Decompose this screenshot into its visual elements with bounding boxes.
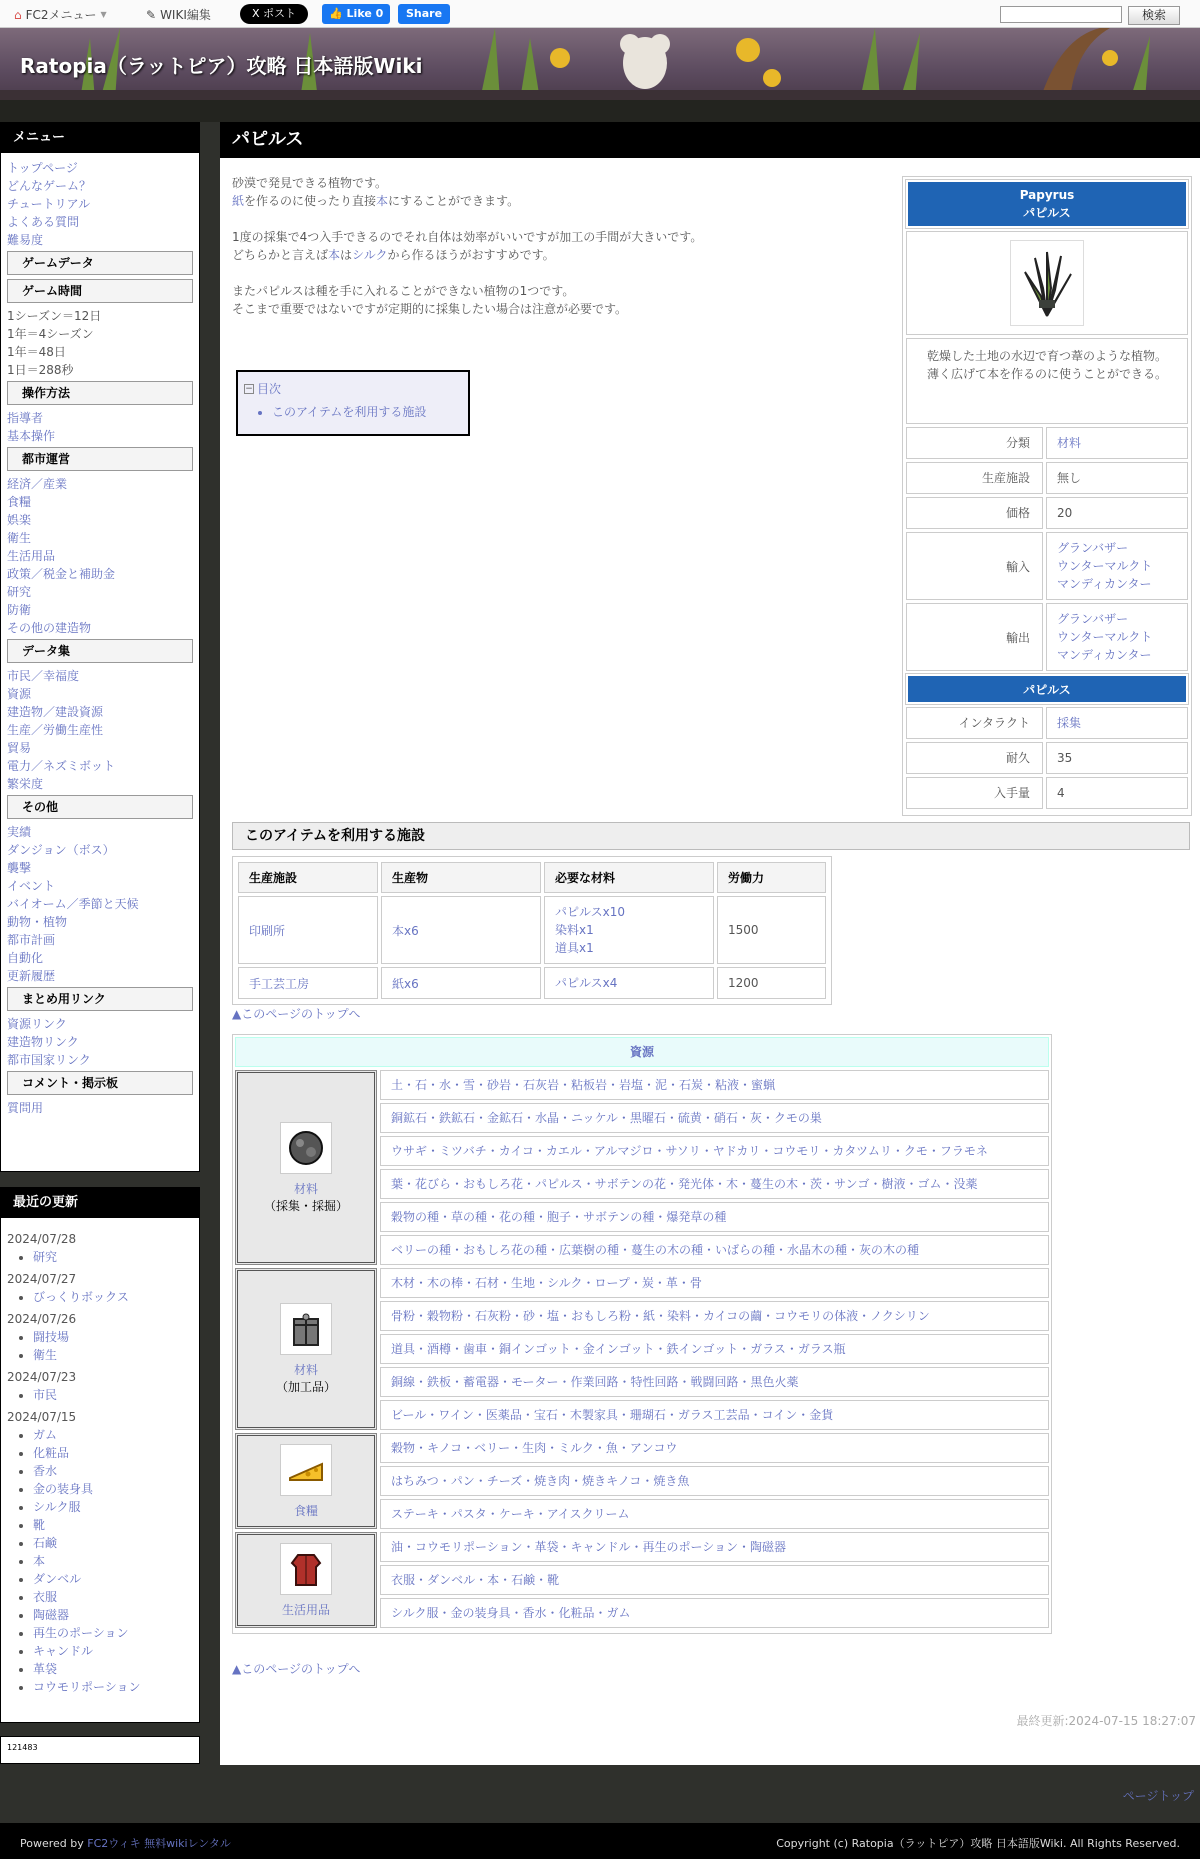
menu-link[interactable]: 襲撃 <box>7 861 32 875</box>
infobox-row <box>906 427 1188 459</box>
intro-line <box>232 264 892 282</box>
menu-link[interactable]: 建造物リンク <box>7 1035 79 1049</box>
menu-link[interactable]: 娯楽 <box>7 513 32 527</box>
resource-row <box>380 1433 1049 1463</box>
resource-items[interactable]: 木材・木の棒・石材・生地・シルク・ロープ・炭・革・骨 <box>391 1276 702 1290</box>
category-link[interactable]: 生活用品 <box>281 1602 330 1617</box>
infobox-key: 輸入 <box>906 532 1043 600</box>
resource-row <box>380 1367 1049 1397</box>
banner-border <box>0 90 1200 100</box>
menu-link[interactable]: 研究 <box>7 585 32 599</box>
update-item <box>33 1288 193 1306</box>
infobox-row <box>906 742 1188 774</box>
menu-link[interactable]: 食糧 <box>7 495 32 509</box>
update-item <box>33 1624 193 1642</box>
update-item <box>33 1642 193 1660</box>
resource-row <box>380 1598 1049 1628</box>
update-date: 2024/07/26 <box>7 1312 77 1326</box>
infobox-row <box>906 707 1188 739</box>
menu-link[interactable]: トップページ <box>7 161 78 175</box>
page-top-link[interactable]: ページトップ <box>1122 1789 1194 1803</box>
menu-link[interactable]: 政策／税金と補助金 <box>7 567 116 581</box>
menu-link[interactable]: よくある質問 <box>7 215 80 229</box>
facilities-row <box>238 967 826 999</box>
facility-link[interactable]: 手工芸工房 <box>249 976 310 991</box>
update-item <box>33 1588 193 1606</box>
resource-row <box>380 1268 1049 1298</box>
resource-row <box>380 1499 1049 1529</box>
copyright: Copyright (c) Ratopia（ラットピア）攻略 日本語版Wiki. All Rights Reserved. <box>776 1837 1180 1850</box>
toc-item <box>272 403 462 420</box>
update-list <box>7 1288 193 1306</box>
resource-category <box>235 1532 377 1628</box>
facilities-header: 生産施設 <box>238 862 378 893</box>
category-link[interactable]: 食糧 <box>293 1503 318 1518</box>
intro-line <box>232 192 892 210</box>
counter-value: 121483 <box>7 1743 38 1752</box>
recent-updates-title: 最近の更新 <box>1 1188 199 1218</box>
infobox-value-item: 35 <box>1057 751 1073 765</box>
infobox-key: 輸出 <box>906 603 1043 671</box>
infobox-value-item[interactable]: マンディカンター <box>1057 648 1152 662</box>
menu-link[interactable]: 繁栄度 <box>7 777 44 791</box>
infobox-value <box>1046 532 1188 600</box>
menu-link[interactable]: 自動化 <box>7 951 44 965</box>
update-item <box>33 1426 193 1444</box>
update-item <box>33 1534 193 1552</box>
toc-link[interactable]: このアイテムを利用する施設 <box>272 405 427 419</box>
fb-like-button[interactable] <box>322 4 390 24</box>
menu-section-sec_links: まとめ用リンク <box>7 987 193 1011</box>
infobox-value <box>1046 742 1188 774</box>
papyrus-icon <box>1010 240 1084 326</box>
update-item <box>33 1660 193 1678</box>
update-link[interactable]: • コウモリポーション <box>33 1680 141 1694</box>
search-button[interactable]: 検索 <box>1128 6 1180 25</box>
menu-link[interactable]: イベント <box>7 879 56 893</box>
update-item <box>33 1480 193 1498</box>
collapse-icon[interactable]: − <box>245 383 253 394</box>
resource-items[interactable]: ビール・ワイン・医薬品・宝石・木製家具・珊瑚石・ガラス工芸品・コイン・金貨 <box>391 1408 834 1422</box>
update-item <box>33 1606 193 1624</box>
intro-text-segment: は <box>340 248 353 262</box>
page-title: パピルス <box>220 122 1200 158</box>
menu-section-sec_gamedata: ゲームデータ <box>7 251 193 275</box>
intro-text-segment: そこまで重要ではないですが定期的に採集したい場合は注意が必要です。 <box>232 302 628 316</box>
menu-link[interactable]: 動物・植物 <box>7 915 68 929</box>
inline-link[interactable]: 本 <box>328 248 341 262</box>
infobox-value-item[interactable]: マンディカンター <box>1057 577 1152 591</box>
update-date: 2024/07/28 <box>7 1232 77 1246</box>
resource-category <box>235 1433 377 1529</box>
update-link[interactable]: • 市民 <box>33 1388 58 1402</box>
resource-items[interactable]: シルク服・金の装身具・香水・化粧品・ガム <box>391 1606 631 1620</box>
intro-text-segment: またパピルスは種を手に入れることができない植物の1つです。 <box>232 284 575 298</box>
resource-items[interactable]: 葉・花びら・おもしろ花・パピルス・サボテンの花・発光体・木・蔓生の木・茨・サンゴ・樹液・ゴム・没薬 <box>391 1177 978 1191</box>
update-link[interactable]: • 衣服 <box>33 1590 58 1604</box>
update-link[interactable]: • 本 <box>33 1554 46 1568</box>
resource-row <box>380 1103 1049 1133</box>
resource-items[interactable]: 土・石・水・雪・砂岩・石灰岩・粘板岩・岩塩・泥・石炭・粘液・蜜蝋 <box>391 1078 776 1092</box>
intro-line <box>232 228 892 246</box>
update-item <box>33 1328 193 1346</box>
fc2-wiki-link[interactable]: FC2ウィキ 無料wikiレンタル <box>87 1837 231 1850</box>
menu-link[interactable]: 衛生 <box>7 531 32 545</box>
wiki-edit-link[interactable] <box>146 6 211 23</box>
facility-cell <box>238 896 378 964</box>
main-content <box>220 122 1200 1765</box>
menu-link[interactable]: チュートリアル <box>7 197 91 211</box>
category-sub: （採集・採掘） <box>263 1198 348 1213</box>
infobox-value-item: 4 <box>1057 786 1065 800</box>
menu-link[interactable]: 実績 <box>7 825 32 839</box>
resources-table <box>232 1034 1052 1634</box>
toc-label[interactable]: 目次 <box>257 382 282 396</box>
update-item <box>33 1516 193 1534</box>
intro-line <box>232 282 892 300</box>
infobox-value-item[interactable]: グランバザー <box>1057 612 1129 626</box>
menu-link[interactable]: 経済／産業 <box>7 477 68 491</box>
infobox-key: 耐久 <box>906 742 1043 774</box>
item-infobox <box>902 176 1192 816</box>
update-item <box>33 1678 193 1696</box>
menu-section-sec_other: その他 <box>7 795 193 819</box>
infobox-value-item[interactable]: 材料 <box>1057 436 1082 450</box>
category-link[interactable]: 材料 <box>293 1181 318 1196</box>
resource-row <box>380 1532 1049 1562</box>
infobox-rows2 <box>906 707 1188 809</box>
category-link[interactable]: 材料 <box>293 1363 318 1377</box>
thumbs-up-icon: 👍 <box>329 7 343 20</box>
recent-updates <box>0 1187 200 1723</box>
intro-text-segment: にすることができます。 <box>388 194 520 208</box>
resource-items[interactable]: はちみつ・パン・チーズ・焼き肉・焼きキノコ・焼き魚 <box>391 1474 690 1488</box>
menu-link[interactable]: 生活用品 <box>7 549 56 563</box>
item-image-cell <box>906 231 1188 335</box>
menu-link[interactable]: どんなゲーム？ <box>7 179 92 193</box>
facility-link[interactable]: 印刷所 <box>249 923 286 938</box>
gametime-text: 1年＝4シーズン <box>7 327 94 341</box>
menu-link[interactable]: 指導者 <box>7 411 44 425</box>
menu-link[interactable]: 市民／幸福度 <box>7 669 80 683</box>
menu-section-sec_comment: コメント・掲示板 <box>7 1071 193 1095</box>
resource-items[interactable]: 骨粉・穀物粉・石灰粉・砂・塩・おもしろ粉・紙・染料・カイコの繭・コウモリの体液・ノクシリン <box>391 1309 930 1323</box>
footer <box>0 1823 1200 1859</box>
menu-body <box>1 153 199 1125</box>
menu-link[interactable]: 建造物／建設資源 <box>7 705 104 719</box>
resource-category <box>235 1268 377 1430</box>
intro-text <box>232 174 892 318</box>
infobox-value <box>1046 462 1188 494</box>
materials-cell <box>544 967 714 999</box>
infobox-value <box>1046 603 1188 671</box>
header-band <box>0 100 1200 122</box>
resource-row <box>380 1466 1049 1496</box>
gametime-text: 1年＝48日 <box>7 345 66 359</box>
clothes-icon <box>280 1543 332 1595</box>
update-link[interactable]: • 陶磁器 <box>33 1608 70 1622</box>
item-name-ja: パピルス <box>1023 206 1071 220</box>
infobox-value-item: 無し <box>1057 471 1082 485</box>
resource-row <box>380 1169 1049 1199</box>
resource-row <box>380 1136 1049 1166</box>
update-item <box>33 1570 193 1588</box>
intro-text-segment: 1度の採集で4つ入手できるのでそれ自体は効率がいいですが加工の手間が大きいです。 <box>232 230 703 244</box>
site-title[interactable]: Ratopia（ラットピア）攻略 日本語版Wiki <box>20 54 423 78</box>
update-link[interactable]: • 再生のポーション <box>33 1626 129 1640</box>
infobox-value <box>1046 427 1188 459</box>
infobox-value-item[interactable]: ウンターマルクト <box>1057 559 1153 573</box>
intro-text-segment: どちらかと言えば <box>232 248 329 262</box>
update-list <box>7 1328 193 1364</box>
facilities-heading: このアイテムを利用する施設 <box>232 822 1190 850</box>
fb-like-label: Like 0 <box>346 7 384 20</box>
product-link[interactable]: 紙x6 <box>392 976 419 991</box>
resource-items[interactable]: ベリーの種・おもしろ花の種・広葉樹の種・蔓生の木の種・いばらの種・水晶木の種・灰の木の種 <box>391 1243 920 1257</box>
fb-share-button[interactable]: Share <box>398 4 450 24</box>
chevron-down-icon: ▼ <box>100 10 107 19</box>
menu-link[interactable]: 生産／労働生産性 <box>7 723 104 737</box>
menu-link[interactable]: バイオーム／季節と天候 <box>7 897 139 911</box>
wiki-edit-label: WIKI編集 <box>160 8 211 22</box>
resource-category <box>235 1070 377 1265</box>
search-input[interactable] <box>1000 6 1122 23</box>
inline-link[interactable]: 本 <box>376 194 389 208</box>
fc2-toolbar <box>0 0 1200 28</box>
resource-items[interactable]: ステーキ・パスタ・ケーキ・アイスクリーム <box>391 1507 630 1521</box>
fc2-menu[interactable] <box>14 6 107 23</box>
update-link[interactable]: • キャンドル <box>33 1644 94 1658</box>
update-link[interactable]: • 金の装身具 <box>33 1482 94 1496</box>
facilities-table <box>232 856 832 1005</box>
menu-section-sec_gametime: ゲーム時間 <box>7 279 193 303</box>
product-link[interactable]: 本x6 <box>392 923 419 938</box>
facilities-header: 労働力 <box>717 862 826 893</box>
facilities-row <box>238 896 826 964</box>
update-link[interactable]: • 革袋 <box>33 1662 58 1676</box>
labor-cell: 1200 <box>717 967 826 999</box>
resource-row <box>380 1400 1049 1430</box>
resource-items[interactable]: 銅線・鉄板・蓄電器・モーター・作業回路・特性回路・戦闘回路・黒色火薬 <box>391 1375 799 1389</box>
infobox-row <box>906 462 1188 494</box>
resource-items[interactable]: 衣服・ダンベル・本・石鹸・靴 <box>391 1573 560 1587</box>
infobox-row <box>906 603 1188 671</box>
menu-link[interactable]: 資源 <box>7 687 32 701</box>
menu-link[interactable]: 難易度 <box>7 233 44 247</box>
menu-link[interactable]: 資源リンク <box>7 1017 67 1031</box>
intro-line <box>232 300 892 318</box>
menu-section-sec_city: 都市運営 <box>7 447 193 471</box>
product-cell <box>381 967 541 999</box>
update-date: 2024/07/27 <box>7 1272 77 1286</box>
infobox-value-item[interactable]: グランバザー <box>1057 541 1129 555</box>
menu-link[interactable]: 基本操作 <box>7 429 56 443</box>
material-link[interactable]: パピルスx10 <box>555 905 626 919</box>
last-updated: 最終更新:2024-07-15 18:27:07 <box>1016 1714 1196 1728</box>
fc2-menu-label: FC2メニュー <box>25 8 97 22</box>
material-link[interactable]: 染料x1 <box>555 923 594 937</box>
infobox-value <box>1046 497 1188 529</box>
item-name-en: Papyrus <box>1019 188 1075 202</box>
menu-section-sec_data: データ集 <box>7 639 193 663</box>
infobox-value <box>1046 777 1188 809</box>
update-link[interactable]: • びっくりボックス <box>33 1290 129 1304</box>
update-link[interactable]: • 石鹸 <box>33 1536 58 1550</box>
resource-row <box>380 1202 1049 1232</box>
cheese-icon <box>280 1444 332 1496</box>
material-link[interactable]: パピルスx4 <box>555 976 618 990</box>
category-sub: （加工品） <box>275 1380 336 1394</box>
infobox-rows <box>906 427 1188 671</box>
menu-link[interactable]: 都市国家リンク <box>7 1053 91 1067</box>
x-post-button[interactable]: X ポスト <box>240 4 308 24</box>
resource-row <box>380 1334 1049 1364</box>
resource-row <box>380 1235 1049 1265</box>
resource-row <box>380 1301 1049 1331</box>
update-item <box>33 1552 193 1570</box>
recent-body <box>1 1218 199 1708</box>
intro-line <box>232 246 892 264</box>
facilities-header: 生産物 <box>381 862 541 893</box>
update-link[interactable]: • 香水 <box>33 1464 58 1478</box>
menu-link[interactable]: その他の建造物 <box>7 621 92 635</box>
infobox-key: 分類 <box>906 427 1043 459</box>
update-link[interactable]: • シルク服 <box>33 1500 81 1514</box>
intro-line <box>232 210 892 228</box>
facility-cell <box>238 967 378 999</box>
to-top-link-1[interactable]: ▲このページのトップへ <box>232 1007 361 1021</box>
facilities-header-row <box>238 862 826 893</box>
resource-items[interactable]: 油・コウモリポーション・革袋・キャンドル・再生のポーション・陶磁器 <box>391 1540 787 1554</box>
infobox-value-item[interactable]: ウンターマルクト <box>1057 630 1153 644</box>
infobox-row <box>906 532 1188 600</box>
infobox-key: インタラクト <box>906 707 1043 739</box>
resource-row <box>380 1070 1049 1100</box>
update-item <box>33 1498 193 1516</box>
ore-icon <box>280 1122 332 1174</box>
table-of-contents <box>236 370 470 436</box>
intro-text-segment: 砂漠で発見できる植物です。 <box>232 176 388 190</box>
resource-items[interactable]: 道具・酒樽・歯車・銅インゴット・金インゴット・鉄インゴット・ガラス・ガラス瓶 <box>391 1342 846 1356</box>
update-link[interactable]: • 研究 <box>33 1250 58 1264</box>
update-item <box>33 1248 193 1266</box>
update-item <box>33 1386 193 1404</box>
infobox-value <box>1046 707 1188 739</box>
menu-link[interactable]: 更新履歴 <box>7 969 56 983</box>
menu-link[interactable]: 都市計画 <box>7 933 56 947</box>
resources-title[interactable]: 資源 <box>235 1037 1049 1067</box>
toc-list <box>244 403 462 420</box>
menu-section-sec_controls: 操作方法 <box>7 381 193 405</box>
infobox-section2: パピルス <box>906 674 1188 704</box>
update-item <box>33 1346 193 1364</box>
item-description: 乾燥した土地の水辺で育つ葦のような植物。 薄く広げて本を作るのに使うことができる。 <box>906 338 1188 424</box>
intro-text-segment: を作るのに使ったり直接 <box>244 194 377 208</box>
update-date: 2024/07/23 <box>7 1370 77 1384</box>
update-date: 2024/07/15 <box>7 1410 77 1424</box>
update-item <box>33 1462 193 1480</box>
powered-prefix: Powered by <box>20 1837 88 1850</box>
update-item <box>33 1444 193 1462</box>
site-banner <box>0 28 1200 100</box>
menu-link[interactable]: 質問用 <box>7 1101 44 1115</box>
update-link[interactable]: • ダンベル <box>33 1572 82 1586</box>
resource-items[interactable]: 穀物・キノコ・ベリー・生肉・ミルク・魚・アンコウ <box>391 1441 678 1455</box>
update-list <box>7 1386 193 1404</box>
infobox-key: 入手量 <box>906 777 1043 809</box>
resource-items[interactable]: 銅鉱石・鉄鉱石・金鉱石・水晶・ニッケル・黒曜石・硫黄・硝石・灰・クモの巣 <box>391 1111 822 1125</box>
infobox-key: 価格 <box>906 497 1043 529</box>
menu-link[interactable]: 防衛 <box>7 603 32 617</box>
inline-link[interactable]: 紙 <box>232 194 245 208</box>
infobox-row <box>906 497 1188 529</box>
access-counter <box>0 1736 200 1764</box>
menu-link[interactable]: 貿易 <box>7 741 32 755</box>
update-list <box>7 1248 193 1266</box>
materials-cell <box>544 896 714 964</box>
facilities-header: 必要な材料 <box>544 862 714 893</box>
gametime-text: 1日＝288秒 <box>7 363 74 377</box>
intro-line <box>232 174 892 192</box>
side-menu <box>0 122 200 1172</box>
resource-items[interactable]: ウサギ・ミツバチ・カイコ・カエル・アルマジロ・サソリ・ヤドカリ・コウモリ・カタツムリ・クモ・フラモネ <box>391 1144 988 1158</box>
infobox-key: 生産施設 <box>906 462 1043 494</box>
update-link[interactable]: • ガム <box>33 1428 58 1442</box>
infobox-value-item[interactable]: 採集 <box>1057 716 1082 730</box>
update-list <box>7 1426 193 1696</box>
inline-link[interactable]: シルク <box>352 248 388 262</box>
menu-link[interactable]: ダンジョン（ボス） <box>7 843 115 857</box>
gametime-text: 1シーズン＝12日 <box>7 309 102 323</box>
resource-row <box>380 1565 1049 1595</box>
material-link[interactable]: 道具x1 <box>555 941 594 955</box>
to-top-link-2[interactable]: ▲このページのトップへ <box>232 1662 361 1676</box>
menu-link[interactable]: 電力／ネズミボット <box>7 759 116 773</box>
resource-items[interactable]: 穀物の種・草の種・花の種・胞子・サボテンの種・爆発草の種 <box>391 1210 727 1224</box>
powered-by <box>20 1835 231 1851</box>
menu-title: メニュー <box>1 123 199 153</box>
home-icon: ⌂ <box>14 7 22 22</box>
crate-icon <box>280 1303 332 1355</box>
infobox-value-item: 20 <box>1057 506 1073 520</box>
labor-cell: 1500 <box>717 896 826 964</box>
update-link[interactable]: • 化粧品 <box>33 1446 70 1460</box>
edit-icon: ✎ <box>146 7 157 22</box>
update-link[interactable]: • 闘技場 <box>33 1330 70 1344</box>
infobox-header <box>906 180 1188 228</box>
product-cell <box>381 896 541 964</box>
update-link[interactable]: • 靴 <box>33 1518 46 1532</box>
update-link[interactable]: • 衛生 <box>33 1348 58 1362</box>
infobox-row <box>906 777 1188 809</box>
intro-text-segment: から作るほうがおすすめです。 <box>387 248 555 262</box>
